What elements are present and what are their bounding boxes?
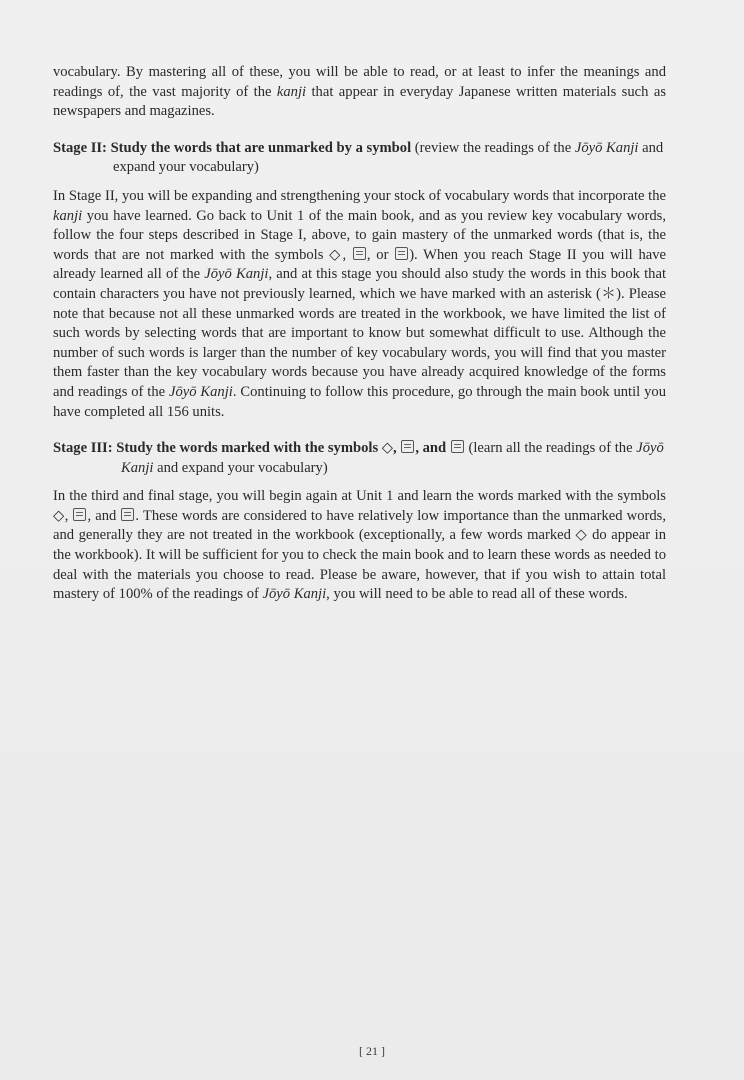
page-content: [53, 63, 666, 622]
stage3-heading-bold: [53, 440, 450, 456]
stage2-text-6: . Continuing to follow this procedure, go through the main book until you have completed all 156 units.: [53, 383, 666, 420]
stage3-heading: [53, 439, 666, 478]
kanji-box-symbol-icon: [395, 247, 408, 260]
kanji-box-symbol-icon: [401, 440, 414, 453]
intro-paragraph: [53, 63, 666, 122]
stage2-heading: [53, 139, 666, 178]
stage2-heading-bold: Stage II: Study the words that are unmarked by a symbol: [53, 139, 412, 156]
stage3-text-4: , you will need to be able to read all of these words.: [326, 586, 628, 603]
page-number: [ 21 ]: [359, 1044, 385, 1058]
stage2-italic-2: Jōyō Kanji: [204, 266, 269, 283]
stage2-paragraph: [53, 187, 666, 422]
kanji-box-symbol-icon: [121, 508, 134, 521]
intro-text-end: that appear in everyday Japanese written materials such as newspapers and magazines.: [53, 83, 666, 120]
kanji-box-symbol-icon: [73, 508, 86, 521]
stage2-italic-1: kanji: [53, 207, 83, 224]
stage2-text-5: , and at this stage you should also study the words in this book that contain characters you have not previously learned, which we have marked with an asterisk (＊). Please note that because not all these unmarked words are treated in the workbook, we have limited the list of such words by selecting words that are important to know but somewhat difficult to use. Although the number of such words is larger than the number of key vocabulary words, you will find that you master them faster than the key vocabulary words because you have already acquired knowledge of the forms and readings of the: [53, 266, 666, 400]
intro-text: vocabulary. By mastering all of these, you will be able to read, or at least to infer the meanings and readings of, the vast majority of the: [53, 64, 666, 100]
stage2-heading-text-end: and expand your vocabulary): [113, 139, 664, 176]
stage3-heading-italic: Jōyō Kanji: [121, 440, 664, 476]
stage2-text-1: In Stage II, you will be expanding and strengthening your stock of vocabulary words that incorporate the: [53, 187, 666, 204]
stage3-text-3: . These words are considered to have relatively low importance than the unmarked words, and generally they are not treated in the workbook (exceptionally, a few words marked ◇ do appear in the workbook). It will be sufficient for you to check the main book and to learn these words as needed to deal with the materials you choose to read. Please be aware, however, that if you wish to attain total mastery of 100% of the readings of: [53, 507, 666, 603]
stage3-heading-text: (learn all the readings of the: [464, 440, 637, 457]
stage2-text-3: , or: [366, 246, 395, 263]
stage3-italic: Jōyō Kanji: [262, 586, 327, 603]
stage2-heading-italic: Jōyō Kanji: [574, 139, 639, 156]
stage3-text-1: In the third and final stage, you will begin again at Unit 1 and learn the words marked with the symbols ◇,: [53, 488, 666, 524]
kanji-box-symbol-icon: [353, 247, 366, 260]
stage3-paragraph: [53, 487, 666, 605]
kanji-box-symbol-icon: [451, 440, 464, 453]
stage2-text-4: ). When you reach Stage II you will have already learned all of the: [53, 246, 666, 283]
stage3-text-2: , and: [87, 507, 121, 524]
stage2-italic-3: Jōyō Kanji: [168, 383, 233, 400]
stage2-text-2: you have learned. Go back to Unit 1 of the main book, and as you review key vocabulary words, follow the four steps described in Stage I, above, to gain mastery of the unmarked words (that is, the words that are not marked with the symbols ◇,: [53, 207, 666, 263]
stage2-heading-text: (review the readings of the: [411, 139, 575, 156]
stage3-heading-bold-1: Stage III: Study the words marked with the symbols ◇,: [53, 440, 401, 457]
stage3-heading-text-end: and expand your vocabulary): [153, 459, 328, 476]
intro-italic: kanji: [276, 83, 307, 100]
stage3-heading-bold-2: , and: [415, 440, 450, 457]
